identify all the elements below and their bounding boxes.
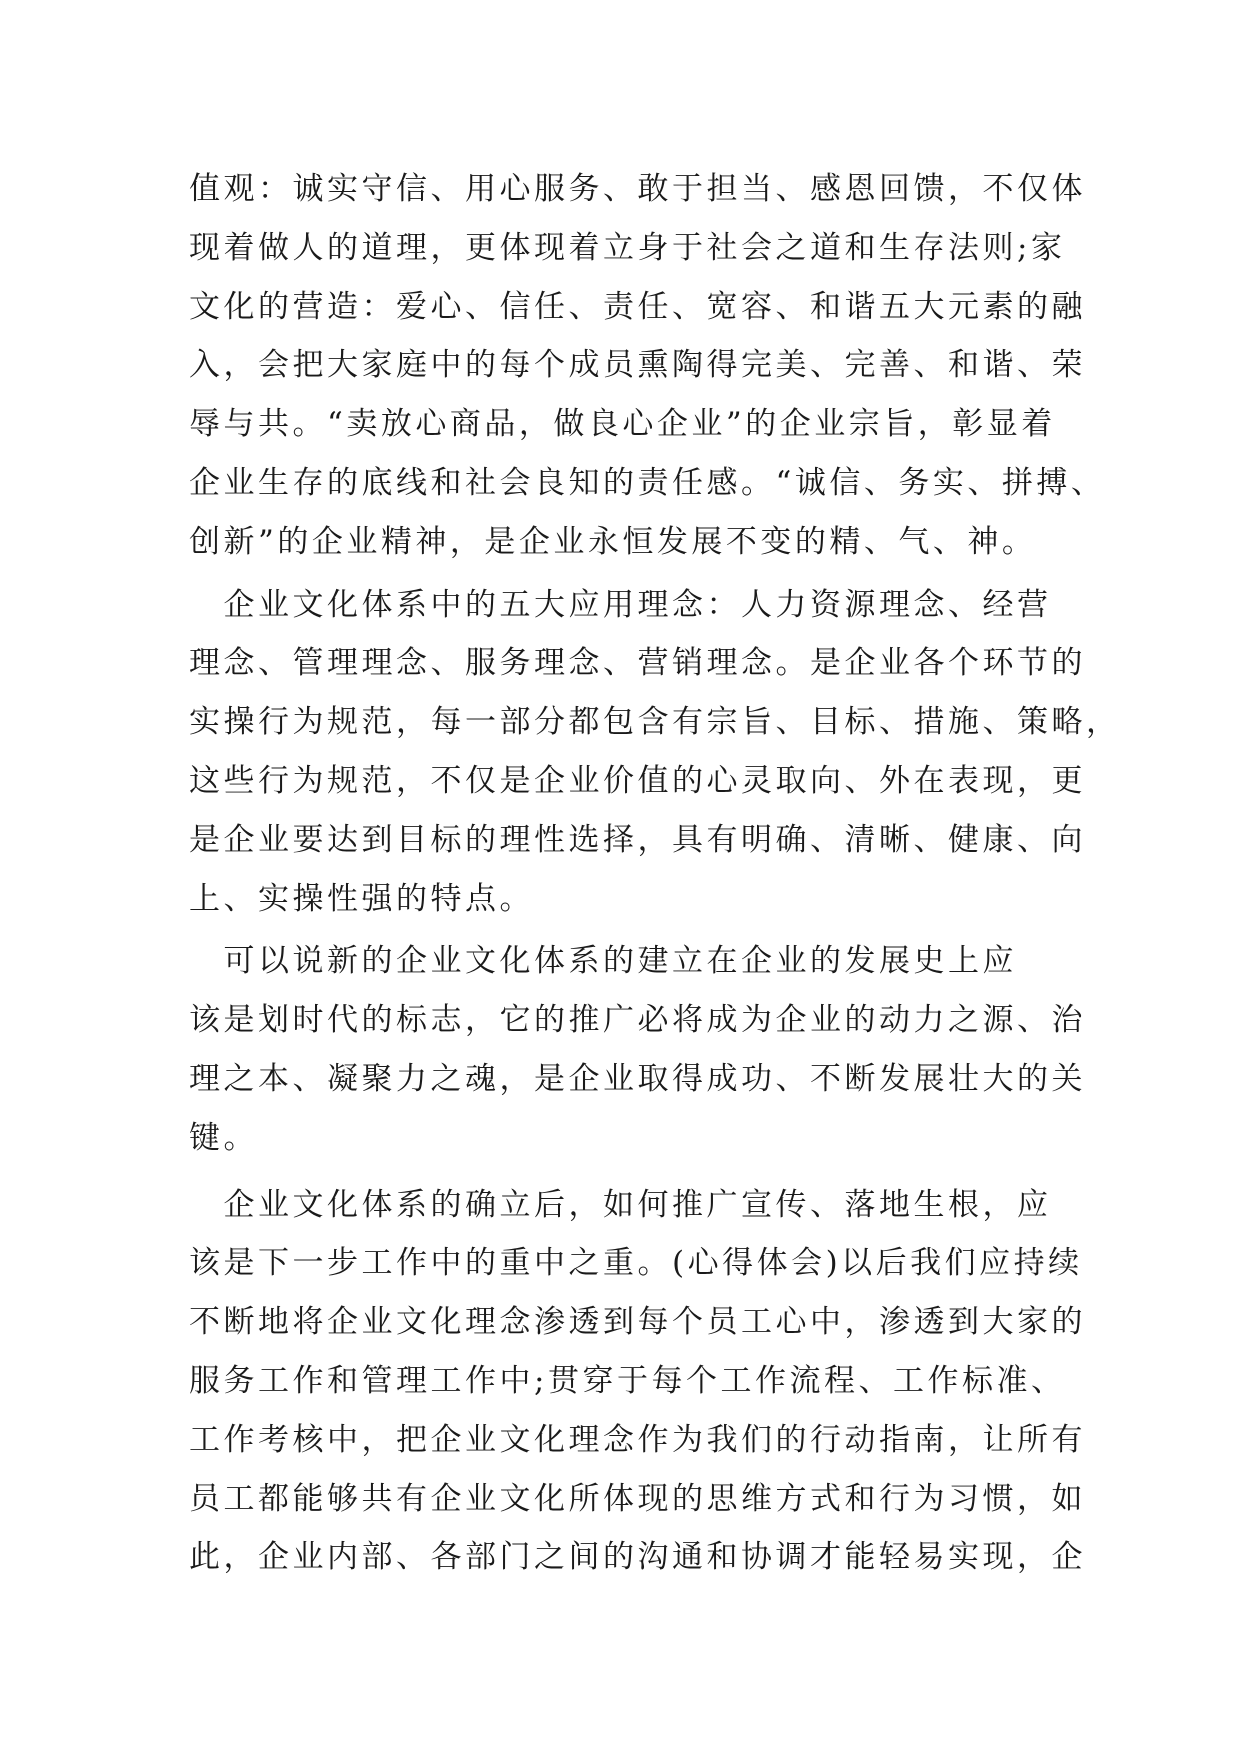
text-line: 工作考核中，把企业文化理念作为我们的行动指南，让所有 [189,1421,1086,1458]
text-line: 企业生存的底线和社会良知的责任感。“诚信、务实、拼搏、 [189,464,1106,501]
paragraph [189,932,1086,1167]
text-line: 该是划时代的标志，它的推广必将成为企业的动力之源、治 [189,1002,1086,1039]
text-line: 可以说新的企业文化体系的建立在企业的发展史上应 [189,943,1017,980]
text-line: 上、实操性强的特点。 [189,880,534,917]
body-text [189,160,1121,1587]
text-line: 服务工作和管理工作中;贯穿于每个工作流程、工作标准、 [189,1362,1066,1399]
text-line: 企业文化体系中的五大应用理念：人力资源理念、经营 [189,586,1052,623]
text-line: 这些行为规范，不仅是企业价值的心灵取向、外在表现，更 [189,762,1086,799]
text-line: 不断地将企业文化理念渗透到每个员工心中，渗透到大家的 [189,1304,1086,1341]
text-line: 现着做人的道理，更体现着立身于社会之道和生存法则;家 [189,229,1066,266]
text-line: 此，企业内部、各部门之间的沟通和协调才能轻易实现，企 [189,1539,1086,1576]
text-line: 理念、管理理念、服务理念、营销理念。是企业各个环节的 [189,645,1086,682]
text-line: 理之本、凝聚力之魂，是企业取得成功、不断发展壮大的关 [189,1060,1086,1097]
text-line: 文化的营造：爱心、信任、责任、宽容、和谐五大元素的融 [189,288,1086,325]
paragraph [189,576,1121,929]
paragraph [189,1176,1086,1588]
text-line: 键。 [189,1119,258,1156]
text-line: 入，会把大家庭中的每个成员熏陶得完美、完善、和谐、荣 [189,347,1086,384]
text-line: 员工都能够共有企业文化所体现的思维方式和行为习惯，如 [189,1480,1086,1517]
text-line: 辱与共。“卖放心商品，做良心企业”的企业宗旨，彰显着 [189,406,1056,443]
text-line: 是企业要达到目标的理性选择，具有明确、清晰、健康、向 [189,821,1086,858]
text-line: 该是下一步工作中的重中之重。(心得体会)以后我们应持续 [189,1245,1083,1282]
text-line: 值观：诚实守信、用心服务、敢于担当、感恩回馈，不仅体 [189,171,1086,207]
text-line: 创新”的企业精神，是企业永恒发展不变的精、气、神。 [189,523,1037,560]
paragraph [189,160,1106,572]
text-line: 实操行为规范，每一部分都包含有宗旨、目标、措施、策略， [189,704,1121,741]
text-line: 企业文化体系的确立后，如何推广宣传、落地生根，应 [189,1186,1052,1223]
